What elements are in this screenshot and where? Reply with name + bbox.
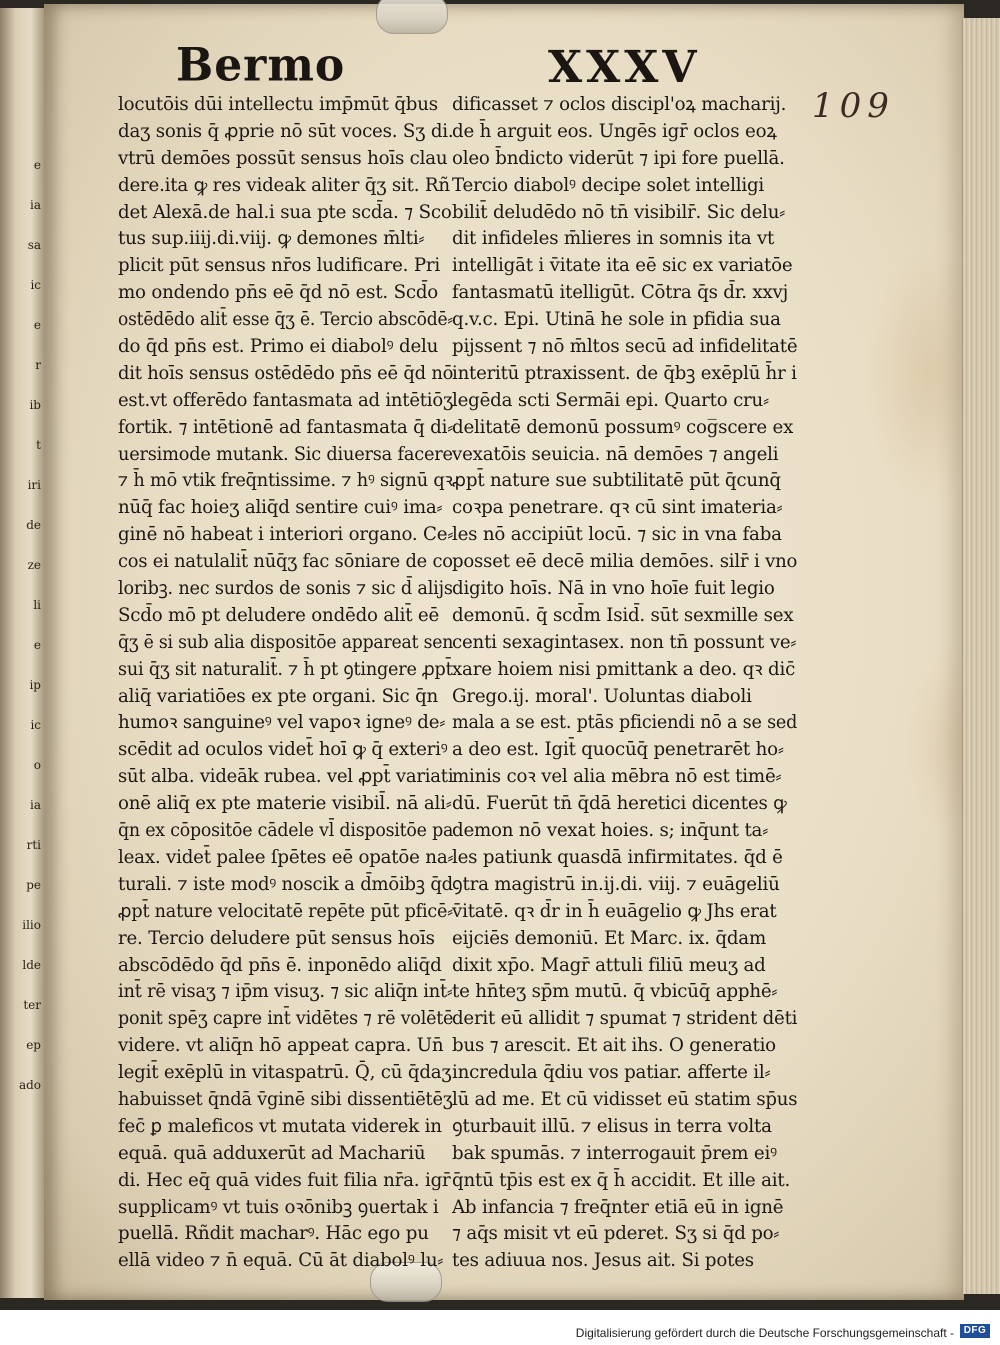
text-line: dit infideles m̄lieres in somnis ita vt [452, 228, 775, 250]
text-line: est.vt offerēdo fantasmata ad intētiōʒ [118, 389, 453, 411]
margin-text-fragment: ib [29, 398, 41, 412]
text-line: v̄itatē. qꝛ d̄r in h̄ euāgelio ꝙ Jhs erat [452, 900, 777, 922]
text-line: interitū ptraxissent. de q̄bꝫ exēplū h̄r i [452, 362, 797, 384]
book-clip-top [376, 0, 448, 34]
text-line: plicit pūt sensus nr̄os ludificare. Pri [118, 255, 440, 277]
text-line: ꝯturbauit illū. ⁊ elisus in terra volta [452, 1115, 772, 1137]
margin-text-fragment: e [33, 638, 41, 652]
text-line: di. Hec eq̄ quā vides fuit filia nr̄a. igr̄ [118, 1169, 451, 1191]
text-line: re. Tercio deludere pūt sensus hoīs [118, 927, 435, 949]
text-line: q̄ntū tp̄is est ex q̄ h̄ accidit. Et ille ait. [452, 1169, 791, 1191]
text-line: les nō accipiūt locū. ⁊ sic in vna faba [452, 524, 782, 546]
text-line: vexatōis seuicia. nā demōes ⁊ angeli [452, 443, 779, 465]
text-line: leax. videt̄ palee ſpētes eē opatōe na⸗ [118, 846, 453, 868]
text-line: Scd̄o mō pt deludere ondēdo alit̄ eē [118, 604, 440, 626]
text-line: onē aliq̄ ex pte materie visibil̄. nā ali⸗ [118, 793, 452, 815]
text-line: minis coꝛ vel alia mēbra nō est timē⸗ [452, 766, 782, 788]
margin-text-fragment: ia [30, 798, 41, 812]
text-line: do q̄d pn̄s est. Primo ei diabolꝰ delu [118, 336, 439, 358]
margin-text-fragment: ia [30, 198, 41, 212]
text-line: tus sup.iiij.di.viij. ꝙ demones m̄lti⸗ [118, 228, 425, 250]
text-line: oleo b̄ndicto viderūt ⁊ ipi fore puellā. [452, 147, 785, 169]
text-line: ꝯtra magistrū in.ij.di. viij. ⁊ euāgeliū [452, 873, 780, 895]
margin-text-fragment: ter [23, 998, 41, 1012]
text-line: intelligāt i v̄itate ita eē sic ex variatōe [452, 255, 793, 277]
text-line: xare hoiem nisi pmittank a deo. qꝛ dic̄ [452, 658, 796, 680]
margin-text-fragment: t [36, 438, 41, 452]
text-line: Tercio diabolꝰ decipe solet intelligi [452, 174, 765, 196]
text-line: dificasset ⁊ oclos discipl'oꝝ macharij. [452, 94, 787, 115]
margin-text-fragment: lde [22, 958, 41, 972]
text-line: legēda scti Sermāi epi. Quarto cru⸗ [452, 389, 769, 411]
text-line: ꝓpt̄ nature sue subtilitatē pūt q̄cunq̄ [452, 470, 781, 492]
text-line: bus ⁊ arescit. Et ait ihs. O generatio [452, 1035, 776, 1057]
text-line: les patiunk quasdā infirmitates. q̄d ē [452, 846, 783, 868]
text-line: videre. vt aliq̄n hō appeat capra. Un̄ [118, 1035, 444, 1057]
text-line: turali. ⁊ iste modꝰ noscik a d̄mōibꝫ q̄d [118, 873, 453, 895]
text-line: Grego.ij. moral'. Uoluntas diaboli [452, 685, 752, 707]
text-line: daʒ sonis q̄ ꝓprie nō sūt voces. Sʒ di. [118, 120, 453, 142]
margin-text-fragment: r [35, 358, 41, 372]
text-line: ostēdēdo alit̄ esse q̄ʒ ē. Tercio abscōdē⸗ [118, 309, 453, 331]
text-line: aliq̄ variatiōes ex pte organi. Sic q̄n [118, 685, 439, 707]
text-line: legit̄ exēplū in vitaspatrū. Q̄, cū q̄daʒ [118, 1062, 452, 1084]
text-line: eijciēs demoniū. Et Marc. ix. q̄dam [452, 927, 766, 949]
margin-text-fragment: e [33, 318, 41, 332]
page-edge-stack [962, 18, 1000, 1294]
margin-text-fragment: li [33, 598, 41, 612]
text-line: habuisset q̄ndā v̄ginē sibi dissentiētēʒ [118, 1088, 453, 1110]
text-line: delitatē demonū possumꝰ cog̅scere ex [452, 416, 794, 438]
text-line: dere.ita ꝙ res videak aliter q̄ʒ sit. Rñ [118, 174, 450, 196]
text-line: derit eū allidit ⁊ spumat ⁊ strident dēti [452, 1008, 797, 1030]
text-line: sūt alba. videāk rubea. vel ꝓpt̄ variati [118, 766, 453, 788]
text-line: demon nō vexat hoies. s; inq̄unt ta⸗ [452, 820, 769, 842]
text-line: q.v.c. Epi. Utinā he sole in pfidia sua [452, 309, 781, 331]
text-line: locutōis dūi intellectu imp̄mūt q̄bus [118, 94, 438, 115]
text-line: dit hoīs sensus ostēdēdo pn̄s eē q̄d nō [118, 362, 453, 384]
text-line: pijssent ⁊ nō m̄ltos secū ad infidelitatē [452, 336, 797, 358]
margin-text-fragment: ep [26, 1038, 41, 1052]
text-line: loribꝫ. nec surdos de sonis ⁊ sic d̄ alijs [118, 578, 453, 600]
text-line: centi sexagintasex. non tn̄ possunt ve⸗ [452, 631, 797, 653]
text-line: a deo est. Igit̄ quocūq̄ penetrarēt ho⸗ [452, 739, 784, 761]
text-line: humoꝛ sanguineꝰ vel vapoꝛ igneꝰ de⸗ [118, 712, 446, 734]
text-line: dixit xp̄o. Magr̄ attuli filiū meuʒ ad [452, 954, 766, 976]
text-line: bilit̄ deludēdo nō tn̄ visibilr̄. Sic delu⸗ [452, 201, 786, 223]
text-line: digito hoīs. Nā in vno hoīe fuit legio [452, 578, 775, 600]
text-line: lū ad me. Et cū vidisset eū statim sp̄us [452, 1088, 797, 1110]
text-line: mala a se est. ptās pficiendi nō a se sed [452, 712, 797, 734]
margin-text-fragment: pe [26, 878, 41, 892]
margin-text-fragment: o [33, 758, 41, 772]
text-line: ⁊ aq̄s misit vt eū pderet. Sʒ si q̄d po⸗ [452, 1223, 780, 1245]
text-line: scēdit ad oculos videt̄ hoī ꝙ q̄ exteriꝰ [118, 739, 448, 761]
text-line: ⁊ h̄ mō vtik freq̄ntissime. ⁊ hꝰ signū qꝛ [118, 470, 453, 492]
margin-text-fragment: ado [18, 1078, 41, 1092]
text-line: puellā. Rñdit macharꝰ. Hāc ego pu [118, 1223, 429, 1245]
text-column-left [118, 92, 453, 1275]
margin-text-fragment: ilio [22, 918, 41, 932]
text-line: fec̄ ꝑ maleficos vt mutata viderek in [118, 1115, 442, 1137]
text-line: mo ondendo pn̄s eē q̄d nō est. Scd̄o [118, 282, 439, 304]
margin-text-fragment: iri [27, 478, 41, 492]
dfg-logo: DFG [960, 1324, 990, 1338]
text-line: equā. quā adduxerūt ad Machariū [118, 1142, 426, 1164]
adjacent-page-edge [0, 8, 46, 1298]
text-line: ponit spēʒ capre int̄ vidētes ⁊ rē volētē [118, 1008, 454, 1030]
text-line: det Alexā.de hal.i sua pte scd̄a. ⁊ Sco [118, 201, 452, 223]
text-line: sui q̄ʒ sit naturalit̄. ⁊ h̄ pt ꝯtingere ꝓpt̄ [118, 658, 453, 680]
running-head-title: Bermo [176, 38, 346, 93]
text-line: q̄n ex cōpositōe cādele vl̄ dispositōe pa [118, 820, 453, 842]
text-line: tes adiuua nos. Jesus ait. Si potes [452, 1250, 754, 1272]
margin-text-fragment: ip [29, 678, 41, 692]
text-line: te hn̄teʒ sp̄m mutū. q̄ vbicūq̄ apphē⸗ [452, 981, 778, 1003]
running-head-folio: XXXV [548, 42, 701, 93]
text-line: Ab infancia ⁊ freq̄nter etiā eū in ignē [452, 1196, 784, 1218]
text-line: de h̄ arguit eos. Ungēs igr̄ oclos eoꝝ [452, 120, 777, 142]
text-line: coꝛpa penetrare. qꝛ cū sint imateria⸗ [452, 497, 783, 519]
text-line: posset eē decē milia demōes. silr̄ i vno [452, 551, 797, 573]
text-line: ginē nō habeat i interiori organo. Ce⸗ [118, 524, 453, 546]
margin-text-fragment: ic [30, 278, 41, 292]
text-line: demonū. q̄ scd̄m Isid̄. sūt sexmille sex [452, 604, 794, 626]
text-column-right [452, 92, 797, 1275]
text-line: dū. Fuerūt tn̄ q̄dā heretici dicentes ꝙ [452, 793, 787, 815]
footer-bar [0, 1310, 1000, 1345]
margin-text-fragment: de [26, 518, 41, 532]
text-line: int̄ rē visaʒ ⁊ ip̄m visuʒ. ⁊ sic aliq̄n int̄⸗ [118, 981, 453, 1003]
margin-text-fragment: sa [27, 238, 41, 252]
text-line: incredula q̄diu vos patiar. afferte il⸗ [452, 1062, 771, 1084]
text-line: ꝓpt̄ nature velocitatē repēte pūt pficē⸗ [118, 900, 453, 922]
text-line: cos ei natulalit̄ nūq̄ʒ fac sōniare de co [118, 551, 453, 573]
text-line: supplicamꝰ vt tuis oꝛōnibꝫ ꝯuertak i [118, 1196, 439, 1218]
margin-text-fragment: ze [27, 558, 41, 572]
handwritten-page-number: 109 [812, 86, 895, 126]
text-line: bak spumās. ⁊ interrogauit p̄rem eiꝰ [452, 1142, 777, 1164]
margin-text-fragment: ic [30, 718, 41, 732]
text-line: fantasmatū itelligūt. Cōtra q̄s d̄r. xxvj [452, 282, 789, 304]
margin-text-fragment: e [33, 158, 41, 172]
text-line: q̄ʒ ē si sub alia dispositōe appareat sen [118, 631, 453, 653]
text-line: uersimode mutank. Sic diuersa facere [118, 443, 453, 465]
margin-text-fragment: rti [26, 838, 41, 852]
text-line: fortik. ⁊ intētionē ad fantasmata q̄ di⸗ [118, 416, 453, 438]
text-line: vtrū demōes possūt sensus hoīs clau [118, 147, 448, 169]
text-line: abscōdēdo q̄d pn̄s ē. inponēdo aliq̄d [118, 954, 442, 976]
funding-credit: Digitalisierung gefördert durch die Deutsche Forschungsgemeinschaft - [575, 1326, 954, 1340]
text-line: ellā video ⁊ n̄ equā. Cū āt diabolꝰ lu⸗ [118, 1250, 444, 1272]
text-line: nūq̄ fac hoieʒ aliq̄d sentire cuiꝰ ima⸗ [118, 497, 443, 519]
